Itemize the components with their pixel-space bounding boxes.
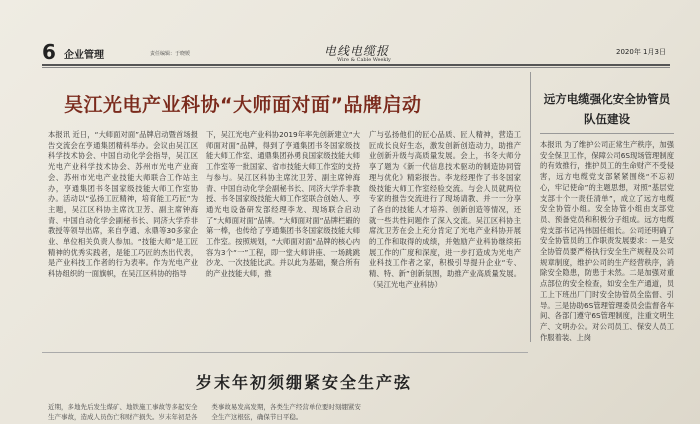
issue-date: 2020年 1月3日 [616, 48, 666, 56]
main-article-column-2: 下，吴江光电产业科协2019年率先创新建立“大师面对面”品牌，得到了亨通集团书冬国家级技能大师工作室、通鼎集团孙勇良国家级技能大师工作室等一批国家、省市技能大师工作室的支持与参与。吴江区科协主席沈卫芳、副主席钟海青、中国自动化学会副秘书长、同济大学乔非教授、书冬国家级技能大师工作室联合创始人、亨通光电设备研发部经理李龙、现场联合启动了“大师面对面”品牌。“大师面对面”品牌栏嘏的第一棒，也传给了亨通集团书冬国家级技能大师工作室。按照规划，“大师面对面”品牌的核心内容为3个“一”工程，即一堂大师讲座、一场跳跳沙龙、一次技能比武。并以此为基础，聚合所有的产业技能大师，推 [206, 130, 360, 279]
page-number: 6 [42, 40, 56, 64]
main-article-column-3: 广与弘扬他们的匠心品质、匠人精神，营造工匠成长良好生态，激发创新创造动力，助推产业创新升级与高质量发展。会上，书冬大师分享了题为《新一代信息技术驱动的制造协同管理与优化》精彩报告。李龙经理作了书冬国家级技能大师工作室经验交流。与会人员就两位专家的报告交流进行了现场请教、并一一分享了各自的技能人才培养、创新创造等情况，还就一些共性问题作了深入交流。吴江区科协主席沈卫芳在会上充分肯定了光电产业科协开展的工作和取得的成绩，并勉励产业科协继续拓展工作的广度和深度，进一步打造成为光电产业科技工作者之家，积极引导提升企业“专、精、特、新”创新氛围，助推产业高质量发展。（吴江光电产业科协） [369, 130, 521, 289]
masthead-title: 电线电缆报 [324, 44, 390, 58]
masthead-subtitle: Wire & Cable Weekly [337, 57, 391, 63]
side-article-headline: 远方电缆强化安全协管员队伍建设 [543, 92, 671, 126]
side-article-body: 本报讯 为了维护公司正常生产秩序，加强安全保卫工作，保障公司6S现场管理制度的有效推行，推护员工的生命财产不受侵害，远方电缆党支部紧紧围绕“不忘初心，牢记使命”的主题思想，对照“基层党支部十个一责任清单”，成立了远方电缆安全协管小组。安全协管小组由支部党员、预备党员和积极分子组成。远方电缆党支部书记冯伟国任组长。公司还明确了安全协管员的工作职责发展要求：—是安全协管员要严格执行安全生产规程及公司规章制度，维护公司的生产经营秩序，消除安全隐患，防患于未然。二是加强对重点部位的安全检查，如安全生产通道，员工上下班出厂门时安全协管员全监督、引导。三是协助6S管理管理委员会监督各车间、各部门遵守6S管理制度，注重文明生产、文明办公。对公司员工、保安人员工作服着装、上岗 [540, 140, 674, 342]
main-headline: 吴江光电产业科协“大师面对面”品牌启动 [64, 94, 422, 116]
header-rule-thin [42, 67, 670, 68]
second-article-lead: 近期，多地先后发生煤矿、地铁施工事故等多起安全生产事故，造成人员伤亡和财产损失。岁末年初是各类事故易发高发期，各类生产经营单位要时刻绷紧安全生产这根弦，确保节日平稳。 [48, 403, 361, 421]
section-label: 企业管理 [64, 50, 104, 61]
editor-credit: 责任编辑：于晓媛 [150, 51, 191, 57]
column-divider [530, 72, 531, 342]
main-article-column-1: 本报讯 近日，“大师面对面”品牌启动暨首场报告交流会在亨通集团精科举办。会议由吴江区科学技术协会、中国自动化学会指导，吴江区光电产业科学技术协会、苏州市光电产业商会、苏州市光电产业技能大师联合工作站主办，亨通集团书冬国家级技能大师工作室协办。活动以“弘扬工匠精神，培育能工巧匠”为主题，吴江区科协主席沈卫芳、副主席钟海青、中国自动化学会副秘书长、同济大学乔非教授等领导出席，来自亨通、永鼎等30多家企业、单位相关负责人参加。“技能大师”是工匠精神的优秀实践者，是能工巧匠的杰出代表，是产业科技工作者的行为表率。作为光电产业科协组织的一面旗帜，在吴江区科协的指导 [48, 130, 198, 279]
second-headline: 岁末年初须绷紧安全生产弦 [196, 373, 413, 392]
article-divider [42, 352, 528, 353]
header-rule [42, 64, 670, 66]
side-headline-rule [540, 133, 674, 134]
